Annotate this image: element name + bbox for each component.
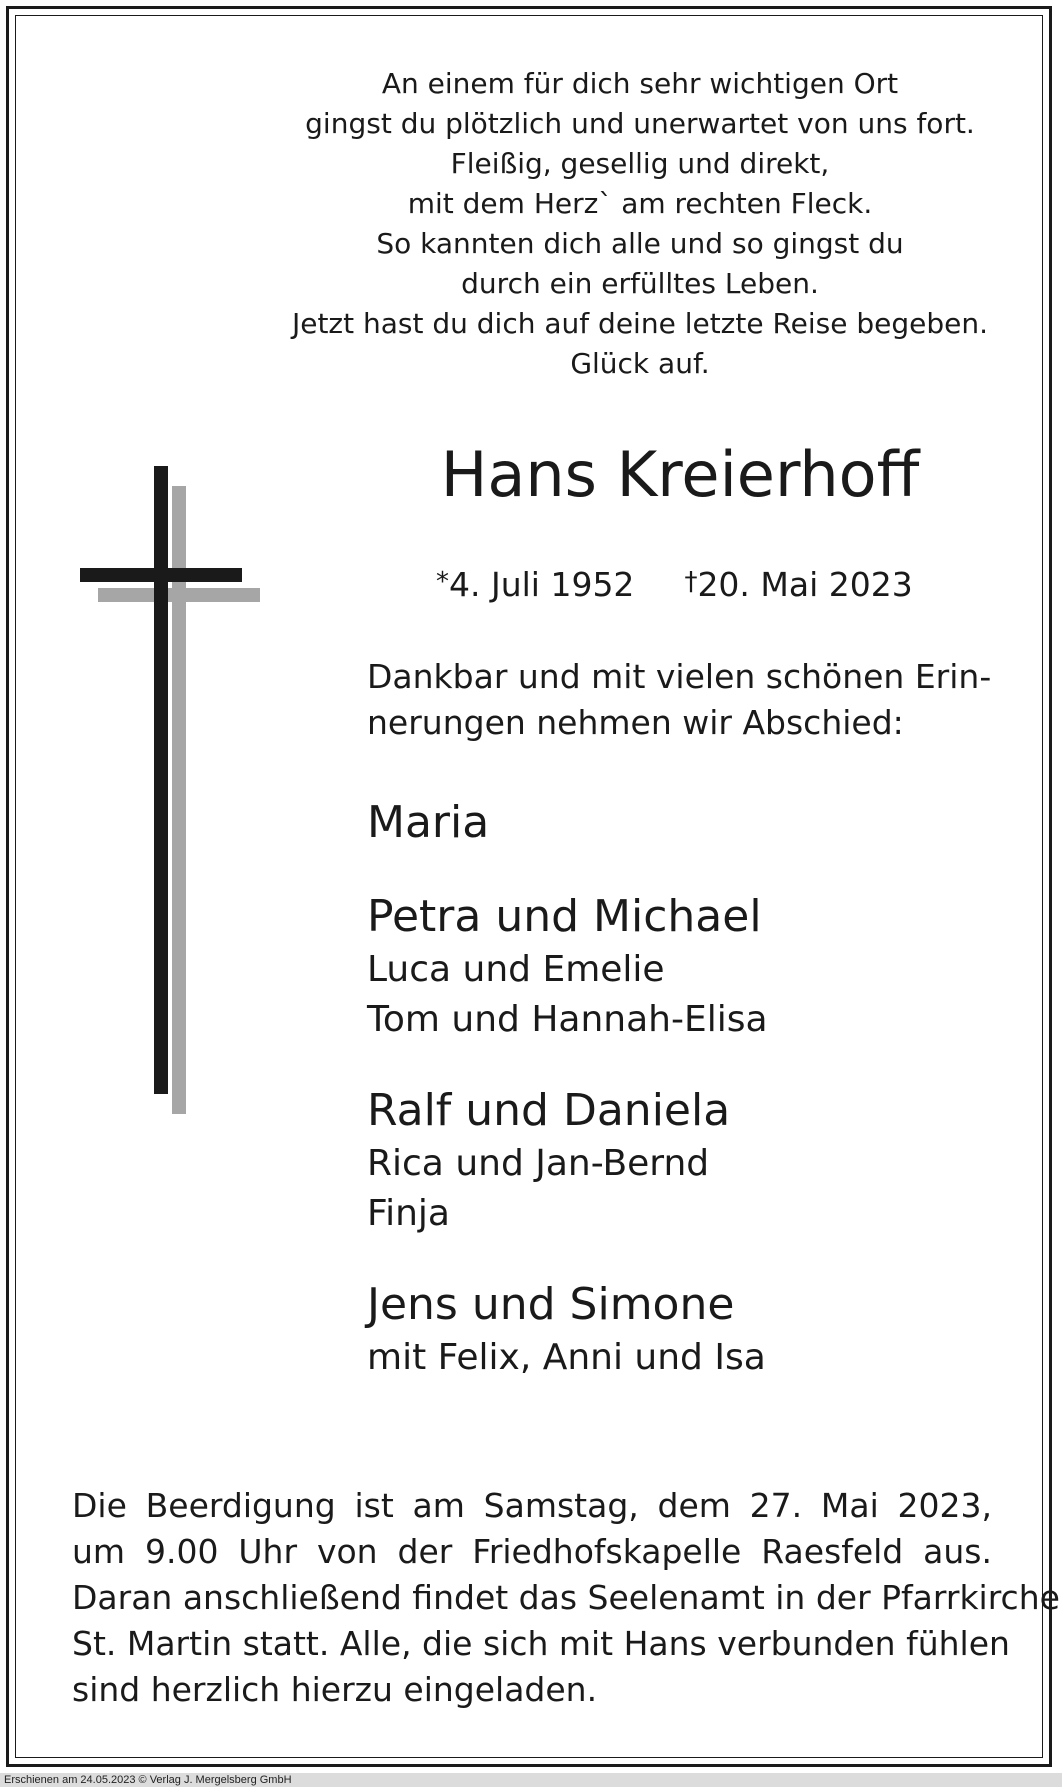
cross-icon — [70, 460, 270, 1120]
funeral-announcement — [72, 1483, 1060, 1713]
mourner-group — [367, 1083, 1027, 1239]
funeral-line: Daran anschließend findet das Seelenamt in der Pfarrkirche — [72, 1578, 1060, 1617]
mourner-main-name: Ralf und Daniela — [367, 1085, 731, 1136]
poem-line: durch ein erfülltes Leben. — [461, 267, 819, 300]
death-symbol: † — [684, 567, 698, 597]
intro-line: Dankbar und mit vielen schönen Erin- — [367, 657, 992, 696]
poem-line: Fleißig, gesellig und direkt, — [450, 147, 830, 180]
mourner-sub-name: Rica und Jan-Bernd — [367, 1143, 710, 1184]
birth-date: 4. Juli 1952 — [449, 565, 635, 604]
mourners-list — [367, 795, 1027, 1421]
publication-footer: Erschienen am 24.05.2023 © Verlag J. Mergelsberg GmbH — [4, 1774, 292, 1786]
intro-line: nerungen nehmen wir Abschied: — [367, 703, 904, 742]
mourner-main-name: Maria — [367, 797, 490, 848]
deceased-name: Hans Kreierhoff — [440, 438, 920, 511]
poem-line: gingst du plötzlich und unerwartet von uns fort. — [305, 107, 975, 140]
poem-line: Jetzt hast du dich auf deine letzte Reise begeben. — [291, 307, 989, 340]
poem-line: mit dem Herz` am rechten Fleck. — [407, 187, 873, 220]
poem-line: So kannten dich alle und so gingst du — [376, 227, 904, 260]
mourner-main-name: Jens und Simone — [367, 1279, 735, 1330]
mourner-sub-name: Tom und Hannah-Elisa — [367, 999, 768, 1040]
poem-line: An einem für dich sehr wichtigen Ort — [381, 67, 899, 100]
funeral-line: St. Martin statt. Alle, die sich mit Hans verbunden fühlen — [72, 1624, 1010, 1663]
funeral-line: um 9.00 Uhr von der Friedhofskapelle Raesfeld aus. — [72, 1532, 992, 1571]
cross-horizontal-bar — [80, 568, 242, 582]
mourner-group — [367, 889, 1027, 1045]
funeral-line: sind herzlich hierzu eingeladen. — [72, 1670, 598, 1709]
poem-line: Glück auf. — [570, 347, 710, 380]
mourner-group — [367, 1277, 1027, 1383]
memorial-poem — [270, 64, 1010, 384]
cross-vertical-bar — [154, 466, 168, 1094]
life-dates — [436, 562, 913, 605]
funeral-line: Die Beerdigung ist am Samstag, dem 27. Mai 2023, — [72, 1486, 992, 1525]
mourner-sub-name: Finja — [367, 1193, 450, 1234]
cross-shadow-horizontal — [98, 588, 260, 602]
mourner-sub-name: Luca und Emelie — [367, 949, 665, 990]
mourner-sub-name: mit Felix, Anni und Isa — [367, 1337, 766, 1378]
farewell-intro — [367, 654, 1007, 746]
mourner-group — [367, 795, 1027, 851]
death-date: 20. Mai 2023 — [697, 565, 913, 604]
birth-symbol: * — [436, 567, 449, 597]
mourner-main-name: Petra und Michael — [367, 891, 762, 942]
